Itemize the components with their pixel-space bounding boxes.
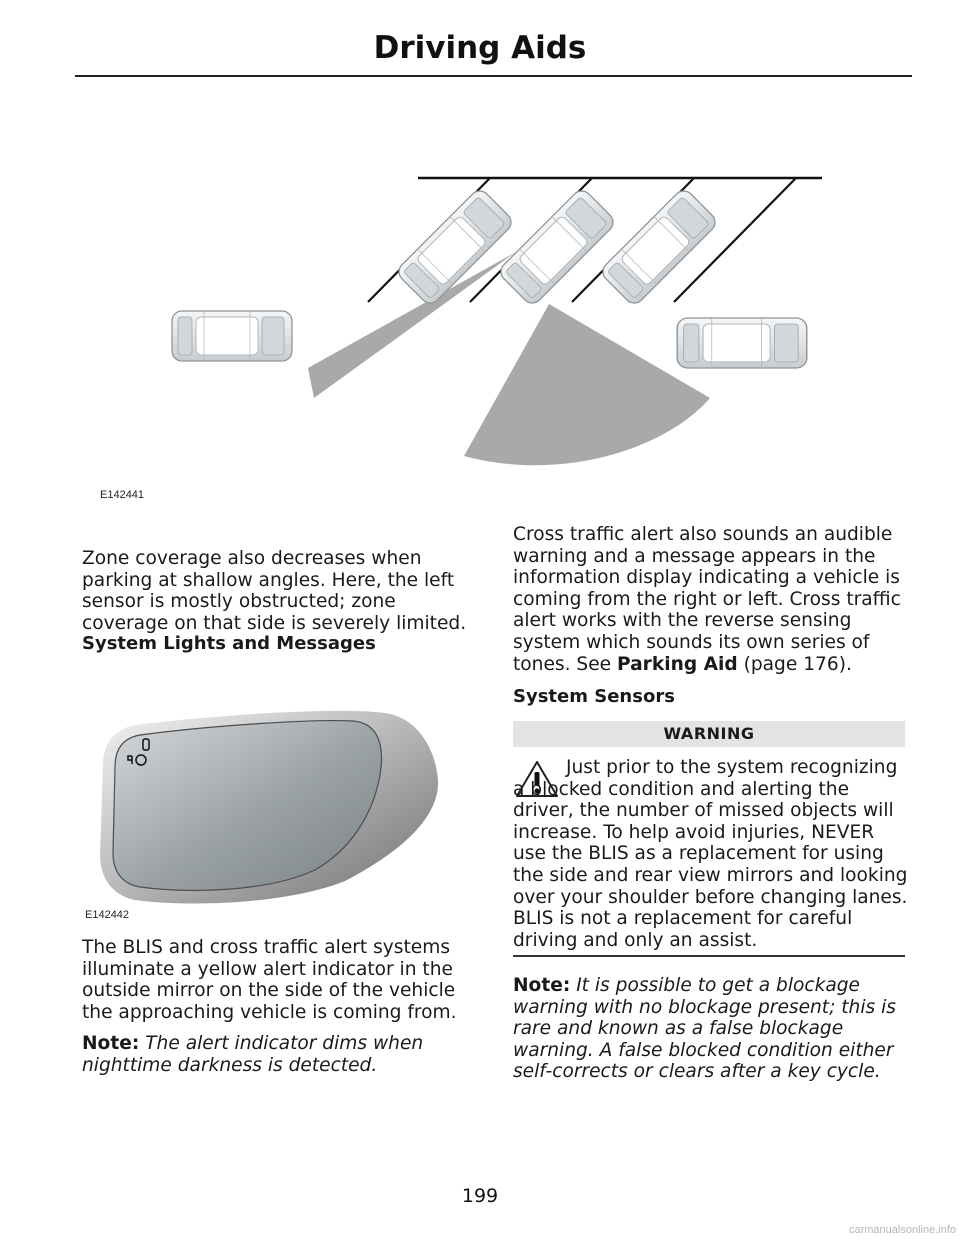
note-label: Note:: [82, 1033, 140, 1055]
header-rule: [75, 75, 912, 77]
figure-code: E142442: [85, 909, 130, 921]
parked-car: [497, 187, 617, 307]
coverage-zone-right: [464, 304, 710, 465]
warning-text: Just prior to the system recognizing a blocked condition and alerting the driver, the number of missed objects will increase. To help avoid injuries, NEVER use the BLIS as a replacement for using the side and rear view mirrors and looking over your shoulder before changing lanes. BLIS is not a replacement for careful driving and only an assist.: [513, 757, 908, 951]
section-heading: System Sensors: [513, 686, 675, 707]
parked-car: [599, 187, 719, 307]
paragraph: The BLIS and cross traffic alert systems illuminate a yellow alert indicator in the outside mirror on the side of the vehicle the approaching vehicle is coming from.: [82, 937, 457, 1023]
paragraph-text: Cross traffic alert also sounds an audible warning and a message appears in the information display indicating a vehicle is coming from the right or left. Cross traffic alert works with the reverse sensing system which sounds its own series of tones. See: [513, 524, 901, 675]
warning-text-block: [513, 757, 908, 951]
left-column: [82, 548, 482, 634]
note: [513, 975, 908, 1083]
warning-banner: WARNING: [513, 721, 905, 747]
paragraph: [513, 524, 908, 675]
parking-aid-link[interactable]: Parking Aid: [617, 653, 738, 675]
warning-rule: [513, 955, 905, 957]
section-heading: System Lights and Messages: [82, 633, 376, 654]
approaching-car-left: [172, 311, 292, 361]
parking-coverage-diagram: [80, 160, 840, 480]
left-column-lower: [82, 937, 482, 1077]
page-number: 199: [461, 1185, 499, 1207]
note-label: Note:: [513, 975, 571, 996]
side-mirror-illustration: [95, 705, 445, 905]
note-text: It is possible to get a blockage warning with no blockage present; this is rare and known as a false blockage warning. A false blocked condition either self-corrects or clears after a key cycle.: [513, 975, 896, 1083]
figure-code: E142441: [100, 489, 145, 501]
page-reference: (page 176).: [737, 653, 852, 675]
page-title: Driving Aids: [373, 30, 587, 66]
right-column: [513, 524, 908, 675]
paragraph: Zone coverage also decreases when parking at shallow angles. Here, the left sensor is mostly obstructed; zone coverage on that side is severely limited.: [82, 548, 467, 634]
approaching-car-right: [677, 318, 807, 368]
watermark: carmanualsonline.info: [848, 1224, 956, 1236]
right-note: [513, 975, 908, 1083]
note: [82, 1033, 482, 1076]
note-text: The alert indicator dims when nighttime darkness is detected.: [82, 1033, 424, 1076]
